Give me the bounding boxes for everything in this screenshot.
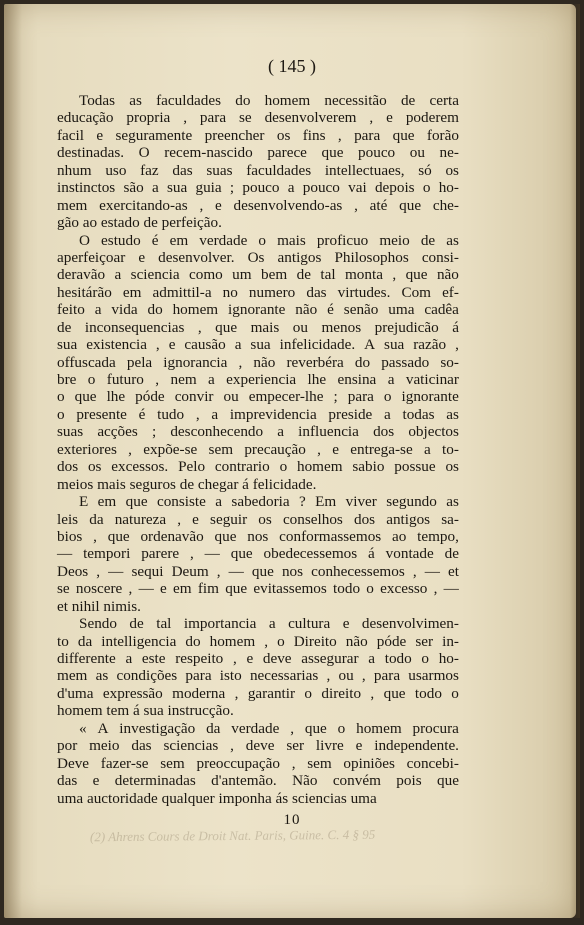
text-line: educação propria , para se desenvolverem , e poderem: [57, 109, 459, 127]
text-line: d'uma expressão moderna , garantir o direito , que todo o: [57, 684, 459, 702]
text-line: O estudo é em verdade o mais proficuo meio de as: [79, 231, 459, 249]
text-line: destinadas. O recem-nascido parece que pouco ou ne-: [57, 144, 459, 162]
text-line: instinctos são a sua guia ; pouco a pouco vai depois o ho-: [57, 179, 459, 197]
signature-mark: 10: [283, 812, 301, 828]
text-line: por meio das sciencias , deve ser livre e independente.: [57, 737, 459, 755]
page-edge-shadow: [570, 4, 580, 918]
text-line: aperfeiçoar e desenvolver. Os antigos Philosophos consi-: [57, 248, 459, 266]
text-line: mem as condições para isto necessarias , ou , para usarmos: [57, 667, 459, 685]
text-line: suas acções ; desconhecendo a influencia dos objectos: [57, 423, 459, 441]
text-line: de inconsequencias , que mais ou menos prejudicão á: [57, 318, 459, 336]
page-gutter-shadow: [4, 4, 22, 918]
text-line: — tempori parere , — que obedecessemos á vontade de: [57, 545, 459, 563]
text-line: mem exercitando-as , e desenvolvendo-as , até que che-: [57, 196, 459, 214]
text-line: uma auctoridade qualquer imponha ás sciencias uma: [57, 789, 377, 807]
text-line: sua existencia , e causão a sua infelicidade. A sua razão ,: [57, 336, 459, 354]
text-line: « A investigação da verdade , que o homem procura: [79, 719, 459, 737]
text-line: bios , que ordenavão que nos conformassemos ao tempo,: [57, 527, 459, 545]
text-line: hesitárão em admittil-a no numero das virtudes. Com ef-: [57, 283, 459, 301]
text-line: bre o futuro , nem a experiencia lhe ensina a vaticinar: [57, 371, 459, 388]
show-through-text: (2) Ahrens Cours de Droit Nat. Paris, Guine. C. 4 § 95: [89, 826, 376, 845]
text-line: gão ao estado de perfeição.: [57, 214, 222, 232]
text-line: dos os excessos. Pelo contrario o homem sabio possue os: [57, 458, 459, 476]
text-line: meios mais seguros de chegar á felicidade.: [57, 475, 317, 493]
text-line: differente a este respeito , e deve assegurar a todo o ho-: [57, 650, 459, 667]
text-line: das e determinadas d'antemão. Não convém pois que: [57, 772, 459, 790]
text-line: feito a vida do homem ignorante não é senão uma cadêa: [57, 301, 459, 319]
text-line: deravão a sciencia como um bem de tal monta , que não: [57, 266, 459, 284]
text-line: homem tem á sua instrucção.: [57, 702, 234, 720]
text-line: o que lhe póde convir ou empecer-lhe ; para o ignorante: [57, 388, 459, 406]
text-line: to da intelligencia do homem , o Direito não póde ser in-: [57, 632, 459, 650]
text-line: se noscere , — e em fim que evitassemos todo o excesso , —: [57, 580, 459, 598]
body-text: [57, 92, 459, 807]
text-line: nhum uso faz das suas faculdades intellectuaes, só os: [57, 161, 459, 179]
page-number: ( 145 ): [268, 56, 316, 76]
text-line: Deve fazer-se sem preoccupação , sem opiniões concebi-: [57, 754, 459, 772]
text-line: Deos , — sequi Deum , — que nos conhecessemos , — et: [57, 562, 459, 580]
text-line: E em que consiste a sabedoria ? Em viver segundo as: [79, 493, 459, 511]
text-line: et nihil nimis.: [57, 597, 141, 615]
text-line: facil e seguramente preencher os fins , para que forão: [57, 126, 459, 144]
text-line: Sendo de tal importancia a cultura e desenvolvimen-: [79, 615, 459, 633]
text-line: o presente é tudo , a imprevidencia preside a todas as: [57, 405, 459, 423]
text-line: leis da natureza , e seguir os conselhos dos antigos sa-: [57, 510, 459, 528]
text-line: offuscada pela ignorancia , não reverbéra do passado so-: [57, 353, 459, 371]
text-line: Todas as faculdades do homem necessitão de certa: [79, 92, 459, 109]
text-line: exteriores , expõe-se sem precaução , e entrega-se a to-: [57, 440, 459, 458]
